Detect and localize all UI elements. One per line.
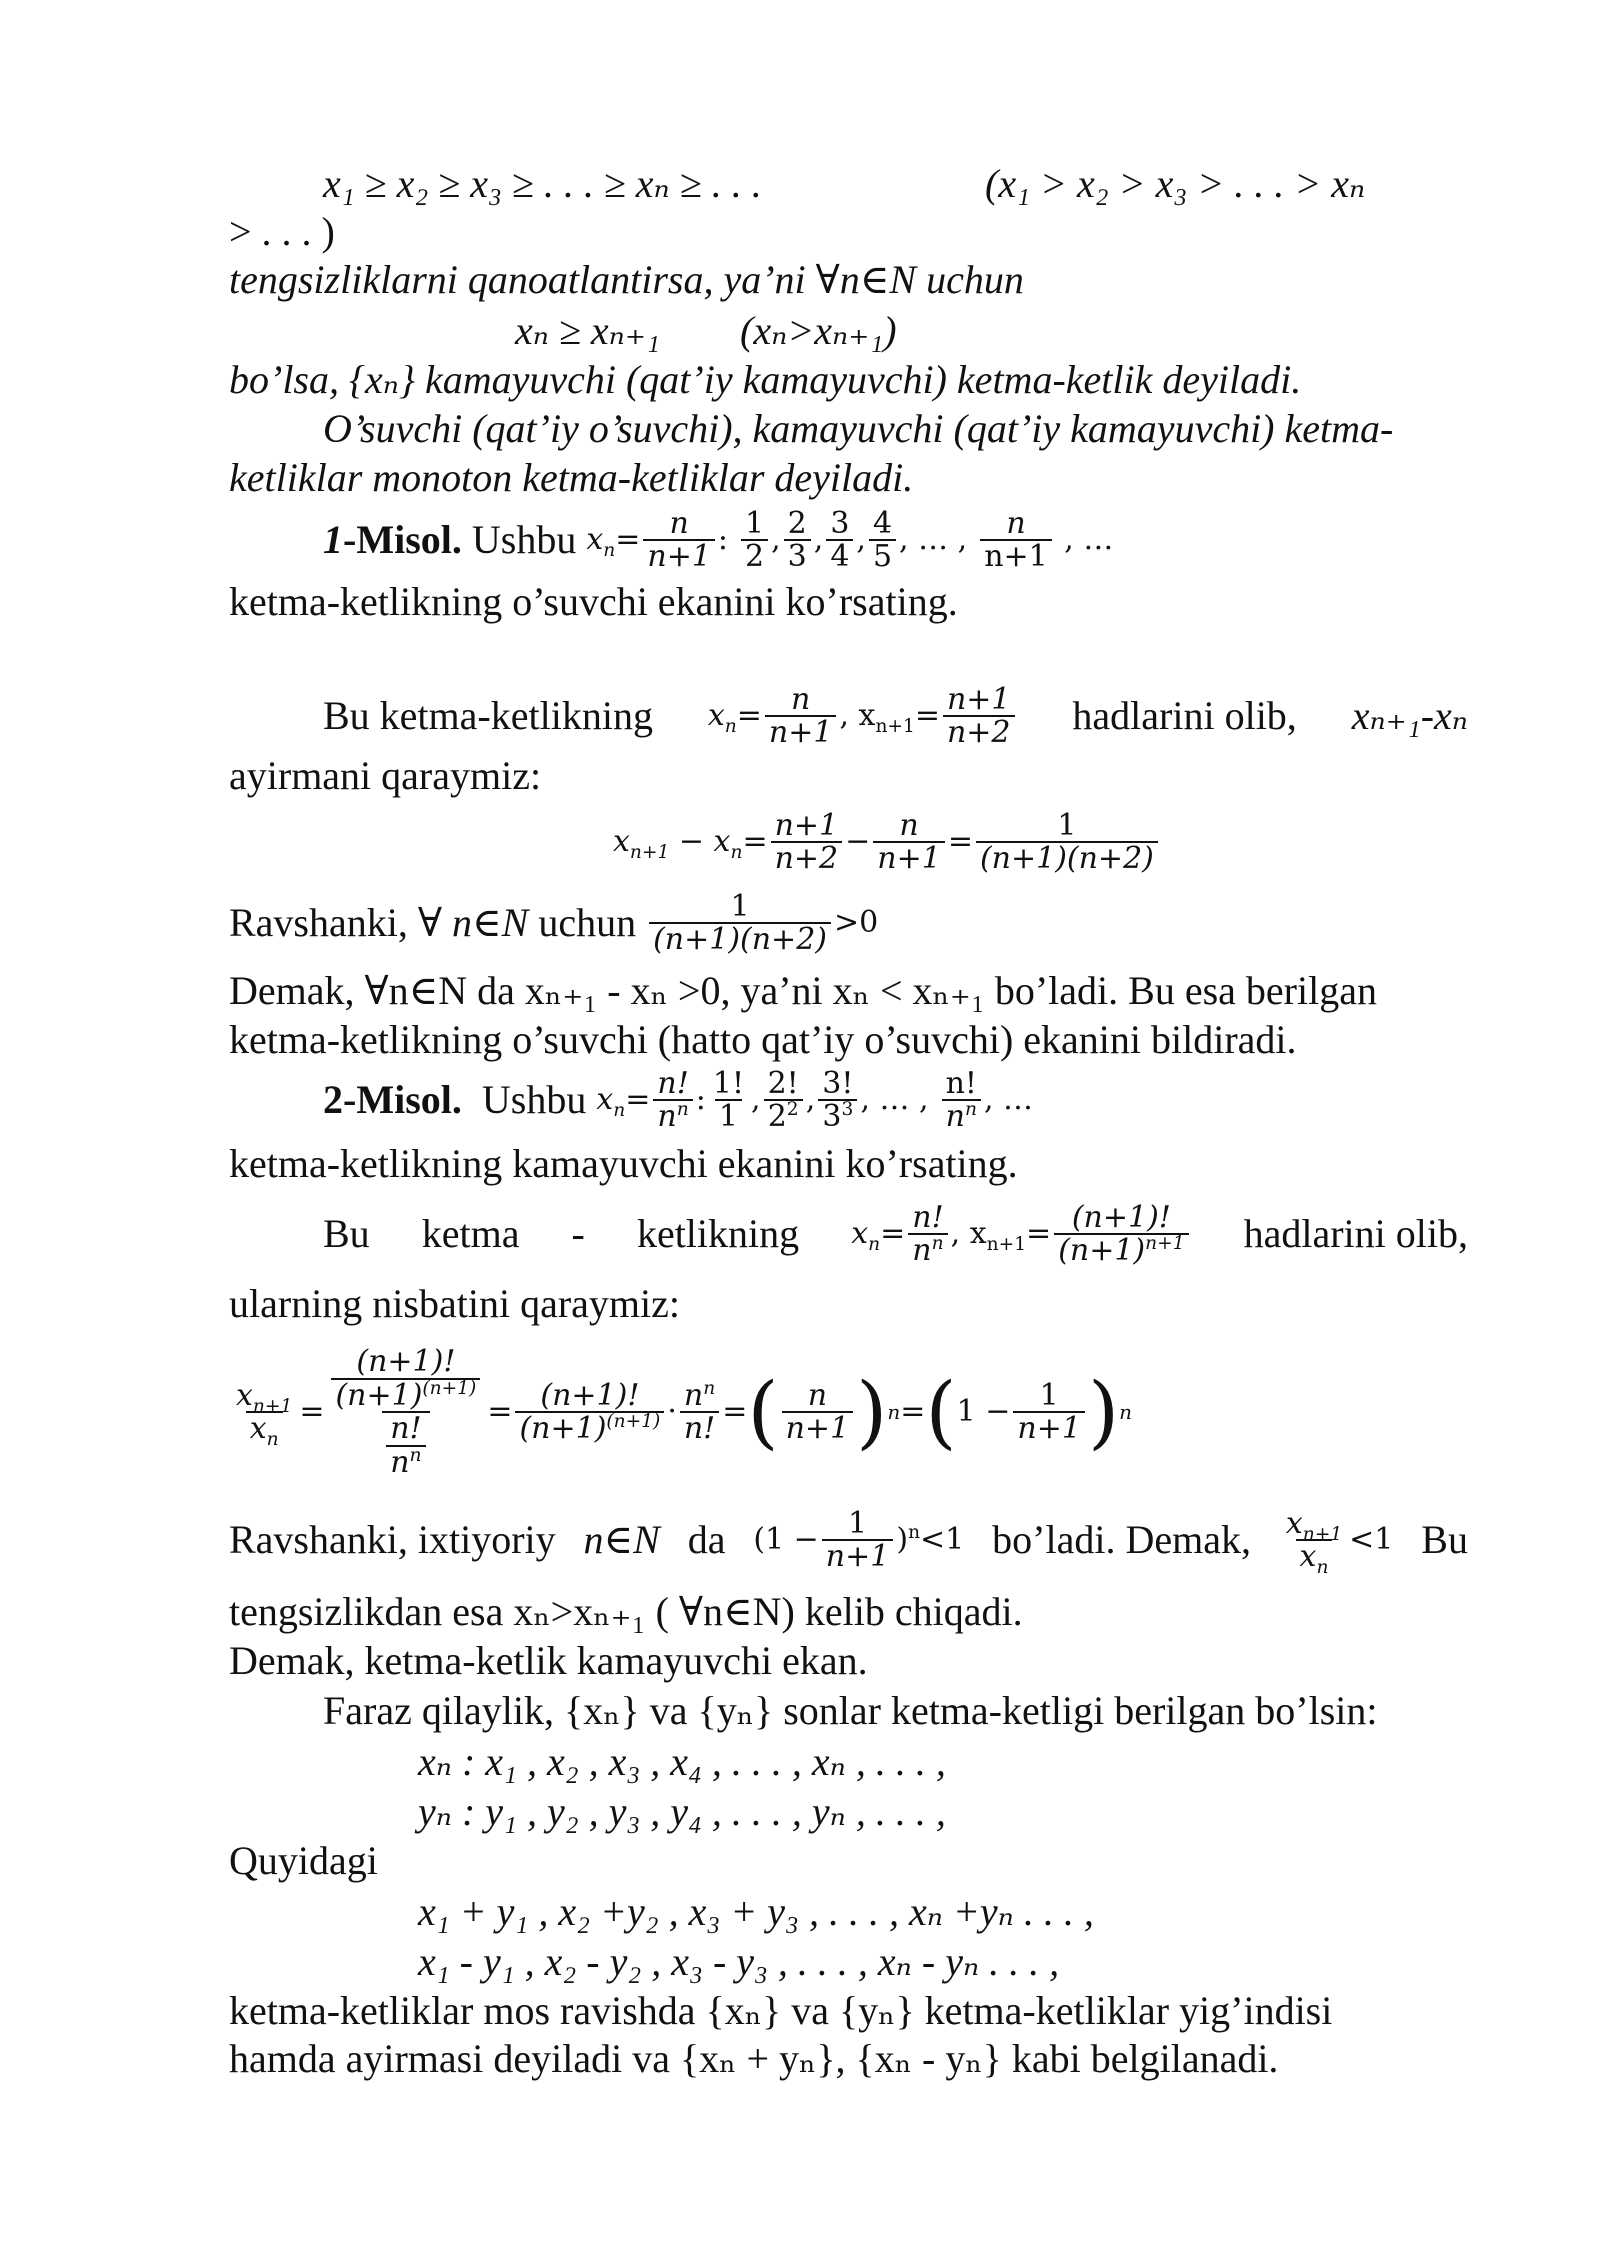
strict-decreasing-condition: (xₙ>xₙ₊₁) bbox=[740, 308, 897, 353]
definition-monotone-line2: ketliklar monoton ketma-ketliklar deyiladi. bbox=[229, 455, 914, 500]
condition-line: tengsizliklarni qanoatlantirsa, ya’ni ∀n∈N uchun bbox=[229, 257, 1024, 302]
example1-terms: $x_n$ = $\frac{n}{n+1}$ , $x_{n+1}$ = $\frac{n+1}{n+2}$ bbox=[708, 684, 1018, 749]
sum-definition-line2: hamda ayirmasi deyiladi va {xₙ + yₙ}, {xₙ - yₙ} kabi belgilanadi. bbox=[229, 2036, 1279, 2081]
sequence-y: yₙ : y₁ , y₂ , y₃ , y₄ , . . . , yₙ , . . . , bbox=[418, 1789, 946, 1834]
reasoning-ineq1: (1 − $\frac{1}{n+1}$ )$^n$<1 bbox=[753, 1505, 965, 1574]
sum-definition-line1: ketma-ketliklar mos ravishda {xₙ} va {yₙ} ketma-ketliklar yig’indisi bbox=[229, 1988, 1333, 2033]
positivity-formula: $\frac{1}{(n+1)(n+2)}$ >0 bbox=[646, 891, 878, 956]
example2-paragraph-line2: ularning nisbatini qaraymiz: bbox=[229, 1281, 680, 1326]
monotone-inequality-chain: x₁ ≥ x₂ ≥ x₃ ≥ . . . ≥ xₙ ≥ . . . bbox=[323, 161, 762, 206]
reasoning-ineq2: $\frac{x_{n+1}}{x_n}$ <1 bbox=[1285, 1505, 1394, 1578]
quyidagi: Quyidagi bbox=[229, 1838, 378, 1883]
example2-formula: $x_n$ = $\frac{n!}{n^n}$ : $\frac{1!}{1}$ , $\frac{2!}{2^2}$ , $\frac{3!}{3^3}$ , … , $\frac{n!}{n^n}$ , … bbox=[596, 1065, 1034, 1134]
definition-decreasing: bo’lsa, {xₙ} kamayuvchi (qat’iy kamayuvchi) ketma-ketlik deyiladi. bbox=[229, 357, 1302, 402]
sequence-x: xₙ : x₁ , x₂ , x₃ , x₄ , . . . , xₙ , . . . , bbox=[418, 1739, 946, 1784]
sum-intro: Faraz qilaylik, {xₙ} va {yₙ} sonlar ketma-ketligi berilgan bo’lsin: bbox=[323, 1688, 1378, 1733]
example2-heading: 2-Misol. Ushbu $x_n$ = $\frac{n!}{n^n}$ : $\frac{1!}{1}$ , $\frac{2!}{2^2}$ , $\frac{3!}{3^3}$ , … , $\frac{n!}{n^n}$ , … bbox=[323, 1065, 1034, 1134]
example2-label: 2-Misol. bbox=[323, 1077, 462, 1122]
example1-positivity: Ravshanki, ∀ n∈N uchun $\frac{1}{(n+1)(n+2)}$ >0 bbox=[229, 888, 879, 957]
example1-paragraph-line1: Bu ketma-ketlikning $x_n$ = $\frac{n}{n+1}$ , $x_{n+1}$ = $\frac{n+1}{n+2}$ hadlarini olib, xₙ₊₁-xₙ bbox=[323, 681, 1468, 750]
example1-heading bbox=[323, 500, 1113, 580]
example1-conclusion-line1: Demak, ∀n∈N da xₙ₊₁ - xₙ >0, ya’ni xₙ < xₙ₊₁ bo’ladi. Bu esa berilgan bbox=[229, 968, 1377, 1013]
example2-ratio-formula: $\frac{x_{n+1}}{x_n}$ = $\frac{\frac{(n+1)!}{(n+1)^{(n+1)}}}{\frac{n!}{n^n}}$ = $\frac{(n+1)!}{(n+1)^{(n+1)}}$ · $\frac{n^n}{n!}$ = ( $\frac{n}{n+1}$ ) n = ( 1 − $\frac{1}{n+1}$ ) n bbox=[236, 1344, 1133, 1480]
strict-inequality-chain: (x₁ > x₂ > x₃ > . . . > xₙ bbox=[985, 161, 1366, 206]
example1-ushbu: Ushbu bbox=[471, 517, 577, 562]
example2-conclusion: Demak, ketma-ketlik kamayuvchi ekan. bbox=[229, 1638, 868, 1683]
example1-paragraph-line2: ayirmani qaraymiz: bbox=[229, 753, 542, 798]
example1-formula: $x_n$ = $\frac{n}{n+1}$ : $\frac{1}{2}$ , $\frac{2}{3}$ , $\frac{3}{4}$ , $\frac{4}{5}$ , … , $\frac{n}{n+1}$ , … bbox=[586, 505, 1114, 574]
example1-difference-formula: $x_{n+1} - x_n$ = $\frac{n+1}{n+2}$ − $\frac{n}{n+1}$ = $\frac{1}{(n+1)(n+2)}$ bbox=[613, 802, 1161, 882]
example1-task: ketma-ketlikning o’suvchi ekanini ko’rsating. bbox=[229, 579, 958, 624]
example2-terms: $x_n$ = $\frac{n!}{n^n}$ , $x_{n+1}$ = $\frac{(n+1)!}{(n+1)^{n+1}}$ bbox=[851, 1202, 1191, 1267]
decreasing-condition: xₙ ≥ xₙ₊₁ bbox=[515, 308, 660, 353]
example2-reasoning-line2: tengsizlikdan esa xₙ>xₙ₊₁ ( ∀n∈N) kelib chiqadi. bbox=[229, 1589, 1023, 1634]
definition-monotone-line1: O’suvchi (qat’iy o’suvchi), kamayuvchi (qat’iy kamayuvchi) ketma- bbox=[323, 406, 1394, 451]
example2-task: ketma-ketlikning kamayuvchi ekanini ko’rsating. bbox=[229, 1141, 1018, 1186]
example1-conclusion-line2: ketma-ketlikning o’suvchi (hatto qat’iy o’suvchi) ekanini bildiradi. bbox=[229, 1017, 1297, 1062]
sequence-difference: x₁ - y₁ , x₂ - y₂ , x₃ - y₃ , . . . , xₙ - yₙ . . . , bbox=[418, 1939, 1060, 1984]
example2-paragraph-line1: Bu ketma - ketlikning $x_n$ = $\frac{n!}{n^n}$ , $x_{n+1}$ = $\frac{(n+1)!}{(n+1)^{n+1}}$ hadlarini olib, bbox=[323, 1199, 1468, 1268]
example1-label: -Misol. bbox=[343, 517, 462, 562]
sequence-sum: x₁ + y₁ , x₂ +y₂ , x₃ + y₃ , . . . , xₙ +yₙ . . . , bbox=[418, 1889, 1094, 1934]
example2-reasoning-line1: Ravshanki, ixtiyoriy n∈N da (1 − $\frac{1}{n+1}$ )$^n$<1 bo’ladi. Demak, $\frac{x_{n+1}}{x_n}$ <1 Bu bbox=[229, 1505, 1468, 1578]
example1-number: 1 bbox=[323, 517, 343, 562]
inequality-continuation: > . . . ) bbox=[229, 209, 335, 254]
